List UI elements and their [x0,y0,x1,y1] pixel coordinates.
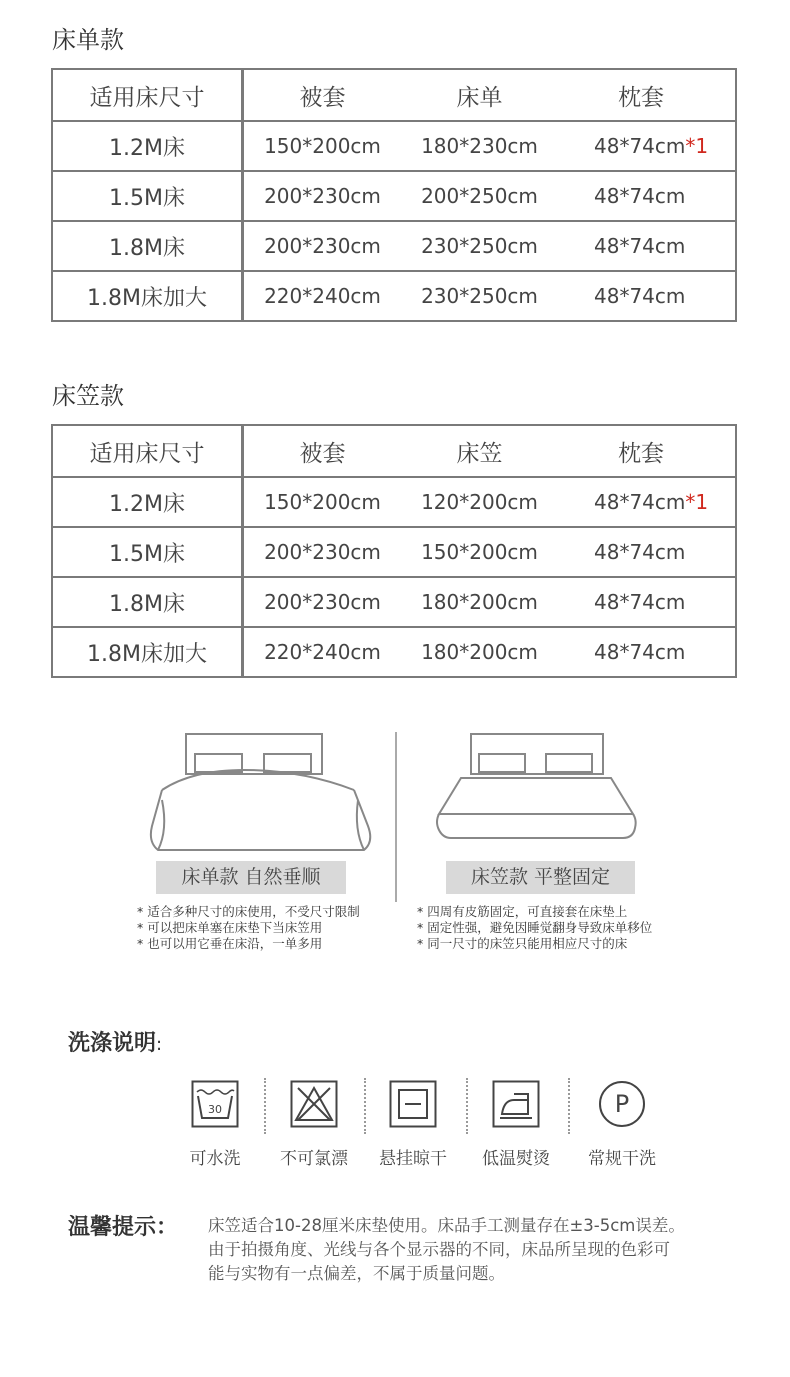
table-cell: 180*200cm [401,577,558,627]
table-cell: 1.8M床 [52,577,243,627]
table-cell [558,477,736,527]
dry-clean-letter: P [614,1090,630,1118]
care-item-hang-dry [373,1080,453,1169]
fitted-size-table [51,424,737,678]
table-row [52,121,736,171]
header-cell: 枕套 [558,425,736,477]
header-cell: 床单 [401,69,558,121]
note-line: * 四周有皮筋固定，可直接套在床垫上 [417,904,628,919]
table-cell: 150*200cm [243,121,402,171]
table-cell: 48*74cm [558,271,736,321]
table-cell: 1.8M床 [52,221,243,271]
table-cell: 180*230cm [401,121,558,171]
table-cell: 48*74cm [558,171,736,221]
hang-dry-icon [389,1080,437,1128]
care-label: 不可氯漂 [280,1149,348,1169]
care-divider [568,1078,570,1134]
table-header-row [52,69,736,121]
dry-clean-icon [598,1080,646,1128]
table-row [52,527,736,577]
header-cell: 适用床尺寸 [52,69,243,121]
note-line: * 固定性强，避免因睡觉翻身导致床单移位 [417,920,653,935]
header-cell: 枕套 [558,69,736,121]
header-cell: 适用床尺寸 [52,425,243,477]
table-cell: 200*230cm [243,171,402,221]
section-title-fitted: 床笠款 [52,382,124,410]
care-divider [264,1078,266,1134]
header-cell: 被套 [243,425,402,477]
table-cell: 1.5M床 [52,527,243,577]
divider [395,732,397,902]
table-cell: 1.2M床 [52,121,243,171]
care-label: 可水洗 [189,1149,241,1169]
table-row [52,171,736,221]
note-line: * 适合多种尺寸的床使用，不受尺寸限制 [137,904,360,919]
footnote-mark: *1 [685,490,709,514]
footnote-mark: *1 [685,134,709,158]
table-cell: 180*200cm [401,627,558,677]
care-label: 低温熨烫 [482,1149,550,1169]
table-cell: 220*240cm [243,271,402,321]
table-cell: 220*240cm [243,627,402,677]
tips-title: 温馨提示： [68,1215,179,1240]
sheet-caption: 床单款 自然垂顺 [156,861,346,894]
table-cell: 1.8M床加大 [52,627,243,677]
tip-line: 能与实物有一点偏差，不属于质量问题。 [208,1264,505,1283]
table-cell: 48*74cm [558,527,736,577]
fitted-sheet-bed-illustration [433,730,693,860]
care-divider [466,1078,468,1134]
care-title [68,1026,162,1057]
table-cell: 1.2M床 [52,477,243,527]
care-item-dry-clean [582,1080,662,1169]
care-item-low-iron [476,1080,556,1169]
table-cell: 200*230cm [243,221,402,271]
care-item-no-bleach [274,1080,354,1169]
tip-line: 床笠适合10-28厘米床垫使用。床品手工测量存在±3-5cm误差。 [208,1216,685,1235]
table-cell: 1.5M床 [52,171,243,221]
table-cell: 150*200cm [243,477,402,527]
section-title-sheet: 床单款 [52,26,124,54]
table-cell: 230*250cm [401,271,558,321]
header-cell: 被套 [243,69,402,121]
table-cell: 48*74cm [558,627,736,677]
table-row [52,577,736,627]
table-cell [558,121,736,171]
table-cell: 48*74cm [558,577,736,627]
table-row [52,271,736,321]
sheet-notes [137,904,360,952]
wash-temp: 30 [208,1103,222,1116]
note-line: * 同一尺寸的床笠只能用相应尺寸的床 [417,936,628,951]
wash-30-icon [191,1080,239,1128]
cell-text: 48*74cm [594,490,686,514]
header-cell: 床笠 [401,425,558,477]
care-label: 常规干洗 [588,1149,656,1169]
table-cell: 150*200cm [401,527,558,577]
table-row [52,221,736,271]
cell-text: 48*74cm [594,134,686,158]
care-title-colon: : [156,1034,163,1055]
table-cell: 200*250cm [401,171,558,221]
sheet-size-table [51,68,737,322]
low-iron-icon [492,1080,540,1128]
table-cell: 200*230cm [243,577,402,627]
note-line: * 也可以用它垂在床沿，一单多用 [137,936,323,951]
no-bleach-icon [290,1080,338,1128]
fitted-caption: 床笠款 平整固定 [446,861,635,894]
care-divider [364,1078,366,1134]
care-label: 悬挂晾干 [379,1149,447,1169]
flat-sheet-bed-illustration [132,730,392,860]
care-title-text: 洗涤说明 [68,1031,157,1056]
table-cell: 48*74cm [558,221,736,271]
table-cell: 200*230cm [243,527,402,577]
care-item-wash [175,1080,255,1169]
note-line: * 可以把床单塞在床垫下当床笠用 [137,920,323,935]
fitted-notes [417,904,652,952]
tip-line: 由于拍摄角度、光线与各个显示器的不同，床品所呈现的色彩可 [208,1240,670,1259]
table-header-row [52,425,736,477]
table-row [52,477,736,527]
tips-text [208,1214,768,1286]
table-cell: 120*200cm [401,477,558,527]
table-cell: 230*250cm [401,221,558,271]
table-cell: 1.8M床加大 [52,271,243,321]
table-row [52,627,736,677]
